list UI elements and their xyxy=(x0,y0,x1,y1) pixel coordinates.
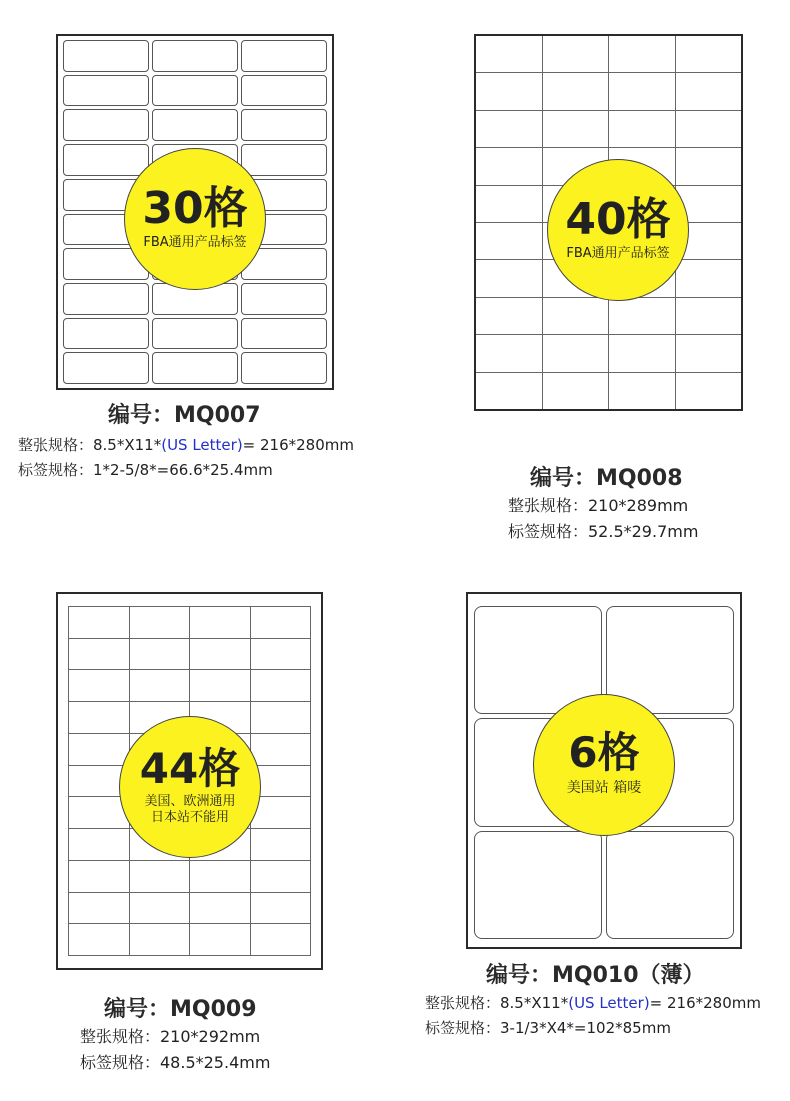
label-cell xyxy=(609,335,676,372)
label-cell xyxy=(609,298,676,335)
label-cell xyxy=(676,260,743,297)
label-cell xyxy=(63,75,149,107)
label-cell xyxy=(476,148,543,185)
label-cell xyxy=(190,670,251,702)
label-cell xyxy=(190,607,251,639)
label-cell xyxy=(152,352,238,384)
label-cell xyxy=(543,335,610,372)
us-letter-highlight: (US Letter) xyxy=(161,436,243,454)
label-spec: 标签规格：1*2-5/8*=66.6*25.4mm xyxy=(18,461,273,479)
label-cell xyxy=(676,298,743,335)
product-code: 编号：MQ007 xyxy=(108,403,261,428)
label-cell xyxy=(130,607,191,639)
count-badge xyxy=(119,716,261,858)
label-cell xyxy=(69,924,130,956)
label-cell xyxy=(63,352,149,384)
us-letter-highlight: (US Letter) xyxy=(568,994,650,1012)
label-cell xyxy=(63,283,149,315)
label-cell xyxy=(190,893,251,925)
count-label: 30格 xyxy=(142,182,248,234)
label-cell xyxy=(241,318,327,350)
sheet-spec xyxy=(425,991,761,1015)
label-cell xyxy=(130,670,191,702)
label-cell xyxy=(251,702,312,734)
label-cell xyxy=(241,75,327,107)
label-spec: 标签规格：48.5*25.4mm xyxy=(80,1053,271,1072)
label-cell xyxy=(152,40,238,72)
sheet-spec xyxy=(80,1025,260,1049)
label-cell xyxy=(476,186,543,223)
label-spec: 标签规格：52.5*29.7mm xyxy=(508,522,699,541)
label-cell xyxy=(676,73,743,110)
label-cell xyxy=(543,73,610,110)
product-code: 编号：MQ010（薄） xyxy=(486,963,705,988)
label-cell xyxy=(251,893,312,925)
sheet-spec-prefix: 整张规格：8.5*X11* xyxy=(425,994,569,1012)
count-badge xyxy=(533,694,675,836)
label-cell xyxy=(543,373,610,410)
sheet-spec xyxy=(508,494,688,518)
badge-text-line-2: 日本站不能用 xyxy=(150,810,229,825)
label-cell xyxy=(476,335,543,372)
badge-text: FBA通用产品标签 xyxy=(566,245,670,261)
label-cell xyxy=(476,223,543,260)
label-cell xyxy=(676,335,743,372)
label-cell xyxy=(609,36,676,73)
product-code: 编号：MQ009 xyxy=(104,997,257,1022)
label-cell xyxy=(69,893,130,925)
label-cell xyxy=(69,702,130,734)
label-cell xyxy=(190,639,251,671)
label-cell xyxy=(251,607,312,639)
label-cell xyxy=(69,639,130,671)
label-cell xyxy=(476,111,543,148)
label-cell xyxy=(609,373,676,410)
label-cell xyxy=(251,734,312,766)
label-cell xyxy=(241,144,327,176)
label-spec: 标签规格：3-1/3*X4*=102*85mm xyxy=(425,1019,671,1037)
badge-text-line-1: 美国、欧洲通用 xyxy=(144,793,236,809)
label-cell xyxy=(69,670,130,702)
label-cell xyxy=(130,861,191,893)
label-cell xyxy=(130,639,191,671)
label-cell xyxy=(241,109,327,141)
label-cell xyxy=(251,829,312,861)
label-cell xyxy=(251,797,312,829)
sheet-spec-prefix: 整张规格：210*289mm xyxy=(508,496,689,515)
label-cell xyxy=(251,861,312,893)
label-cell xyxy=(474,831,602,939)
label-cell xyxy=(543,36,610,73)
sheet-spec-prefix: 整张规格：8.5*X11* xyxy=(18,436,162,454)
label-cell xyxy=(606,831,734,939)
label-cell xyxy=(609,73,676,110)
badge-text: 美国站 箱唛 xyxy=(566,780,642,797)
label-cell xyxy=(543,111,610,148)
label-cell xyxy=(251,639,312,671)
label-cell xyxy=(69,607,130,639)
product-code: 编号：MQ008 xyxy=(530,466,683,491)
sheet-spec-suffix: = 216*280mm xyxy=(649,994,761,1012)
badge-text: FBA通用产品标签 xyxy=(143,234,247,250)
label-cell xyxy=(476,73,543,110)
label-cell xyxy=(152,109,238,141)
count-label: 40格 xyxy=(565,193,671,245)
label-cell xyxy=(63,144,149,176)
label-cell xyxy=(476,373,543,410)
sheet-spec xyxy=(18,433,354,457)
label-cell xyxy=(69,829,130,861)
label-cell xyxy=(190,861,251,893)
label-cell xyxy=(476,36,543,73)
label-cell xyxy=(676,36,743,73)
label-cell xyxy=(130,924,191,956)
count-label: 44格 xyxy=(139,743,241,793)
label-cell xyxy=(251,924,312,956)
label-cell xyxy=(251,670,312,702)
count-badge xyxy=(547,159,689,301)
label-cell xyxy=(190,924,251,956)
label-cell xyxy=(63,318,149,350)
sheet-spec-prefix: 整张规格：210*292mm xyxy=(80,1027,261,1046)
label-cell xyxy=(130,893,191,925)
label-cell xyxy=(152,75,238,107)
label-cell xyxy=(69,734,130,766)
label-cell xyxy=(69,861,130,893)
label-cell xyxy=(609,111,676,148)
label-cell xyxy=(241,40,327,72)
count-label: 6格 xyxy=(568,728,640,778)
label-cell xyxy=(676,111,743,148)
label-cell xyxy=(476,298,543,335)
label-cell xyxy=(543,298,610,335)
sheet-spec-suffix: = 216*280mm xyxy=(242,436,354,454)
label-cell xyxy=(63,40,149,72)
label-cell xyxy=(241,352,327,384)
label-cell xyxy=(241,283,327,315)
count-badge xyxy=(124,148,266,290)
label-cell xyxy=(476,260,543,297)
label-cell xyxy=(676,373,743,410)
label-cell xyxy=(63,109,149,141)
label-cell xyxy=(152,318,238,350)
label-cell xyxy=(676,148,743,185)
